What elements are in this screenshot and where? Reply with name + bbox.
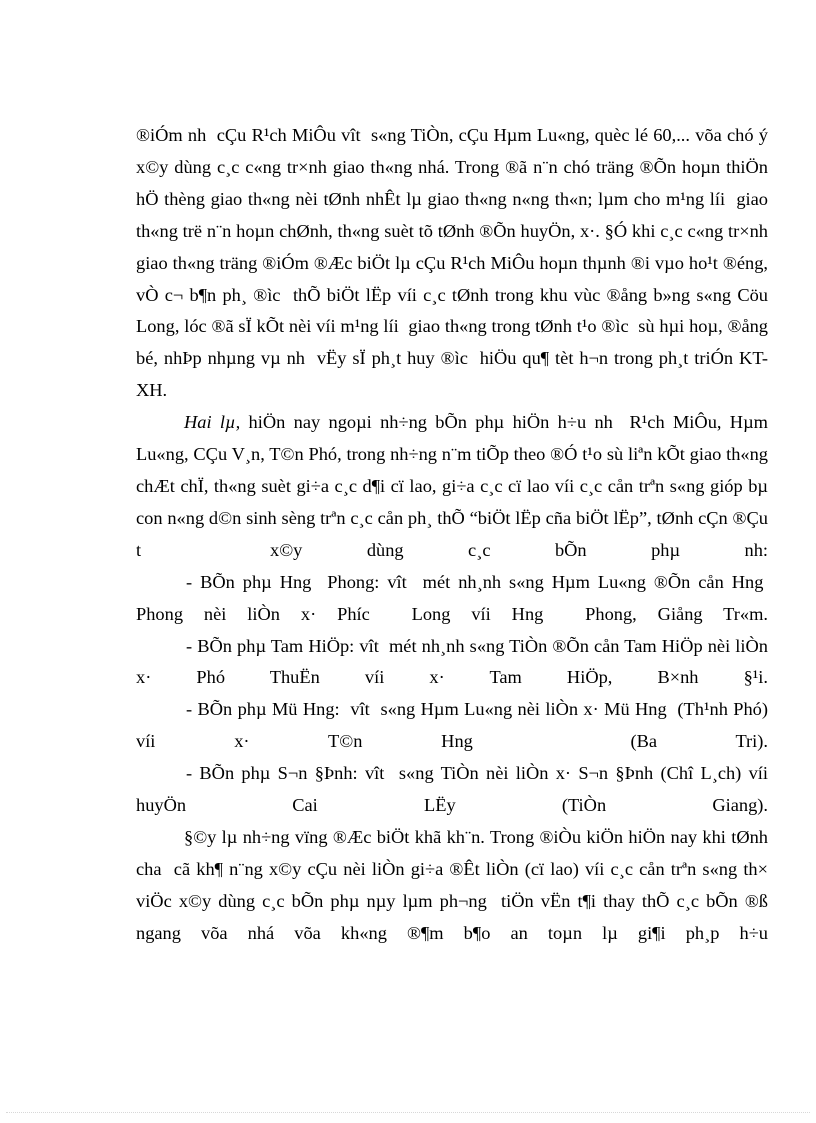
paragraph-hai-la: [136, 407, 768, 567]
list-item-ferry-hung-phong: - BÕn phµ Hng Phong: vît mét nh¸nh s«ng Hµm Lu«ng ®Õn cån Hng Phong nèi liÒn x· Phíc Long víi Hng Phong, Giång Tr«m.: [136, 571, 768, 624]
paragraph-conclusion: §©y lµ nh÷ng vïng ®Æc biÖt khã kh¨n. Trong ®iÒu kiÖn hiÖn nay khi tØnh cha cã kh¶ n¨ng x©y cÇu nèi liÒn gi÷a ®Êt liÒn (cï lao) víi c¸c cån trªn s«ng th× viÖc x©y dùng c¸c bÕn phµ nµy lµm ph¬ng tiÖn vËn t¶i thay thÕ c¸c bÕn ®ß ngang võa nhá võa kh«ng ®¶m b¶o an toµn lµ gi¶i ph¸p h÷u: [136, 826, 768, 943]
list-item-ferry-my-hung: - BÕn phµ Mü Hng: vît s«ng Hµm Lu«ng nèi liÒn x· Mü Hng (Th¹nh Phó) víi x· T©n Hng (Ba Tri).: [136, 699, 768, 752]
paragraph-lead-italic: Hai lµ,: [184, 412, 241, 433]
paragraph-continuation: ®iÓm nh cÇu R¹ch MiÔu vît s«ng TiÒn, cÇu Hµm Lu«ng, quèc lé 60,... võa chó ý x©y dùng c¸c c«ng tr×nh giao th«ng nhá. Trong ®ã n¨n chó träng ®Õn hoµn thiÖn hÖ thèng giao th«ng nèi tØnh nhÊt lµ giao th«ng n«ng th«n; lµm cho m¹ng líi giao th«ng trë n¨n hoµn chØnh, th«ng suèt tõ tØnh ®Õn huyÖn, x·. §Ó khi c¸c c«ng tr×nh giao th«ng träng ®iÓm ®Æc biÖt lµ cÇu R¹ch MiÔu hoµn thµnh ®i vµo ho¹t ®éng, vÒ c¬ b¶n ph¸ ®ìc thÕ biÖt lËp víi c¸c tØnh trong khu vùc ®ång b»ng s«ng Cöu Long, lóc ®ã sÏ kÕt nèi víi m¹ng líi giao th«ng trong tØnh t¹o ®ìc sù hµi hoµ, ®ång bé, nhÞp nhµng vµ nh vËy sÏ ph¸t huy ®ìc hiÖu qu¶ tèt h¬n trong ph¸t triÓn KT-XH.: [136, 125, 768, 401]
body-text: [136, 120, 768, 950]
list-item-ferry-son-dinh: - BÕn phµ S¬n §Þnh: vît s«ng TiÒn nèi liÒn x· S¬n §Þnh (Chî L¸ch) víi huyÖn Cai LËy (TiÒn Giang).: [136, 763, 768, 816]
paragraph-body: hiÖn nay ngoµi nh÷ng bÕn phµ hiÖn h÷u nh R¹ch MiÔu, Hµm Lu«ng, CÇu V¸n, T©n Phó, trong nh÷ng n¨m tiÕp theo ®Ó t¹o sù liªn kÕt giao th«ng chÆt chÏ, th«ng suèt gi÷a c¸c d¶i cï lao, gi÷a c¸c cï lao víi c¸c cån trªn s«ng gióp bµ con n«ng d©n sinh sèng trªn c¸c cån ph¸ thÕ “biÖt lËp cña biÖt lËp”, tØnh cÇn ®Çu t x©y dùng c¸c bÕn phµ nh:: [136, 412, 768, 560]
list-item-ferry-tam-hiep: - BÕn phµ Tam HiÖp: vît mét nh¸nh s«ng TiÒn ®Õn cån Tam HiÖp nèi liÒn x· Phó ThuËn víi x· Tam HiÖp, B×nh §¹i.: [136, 635, 768, 688]
